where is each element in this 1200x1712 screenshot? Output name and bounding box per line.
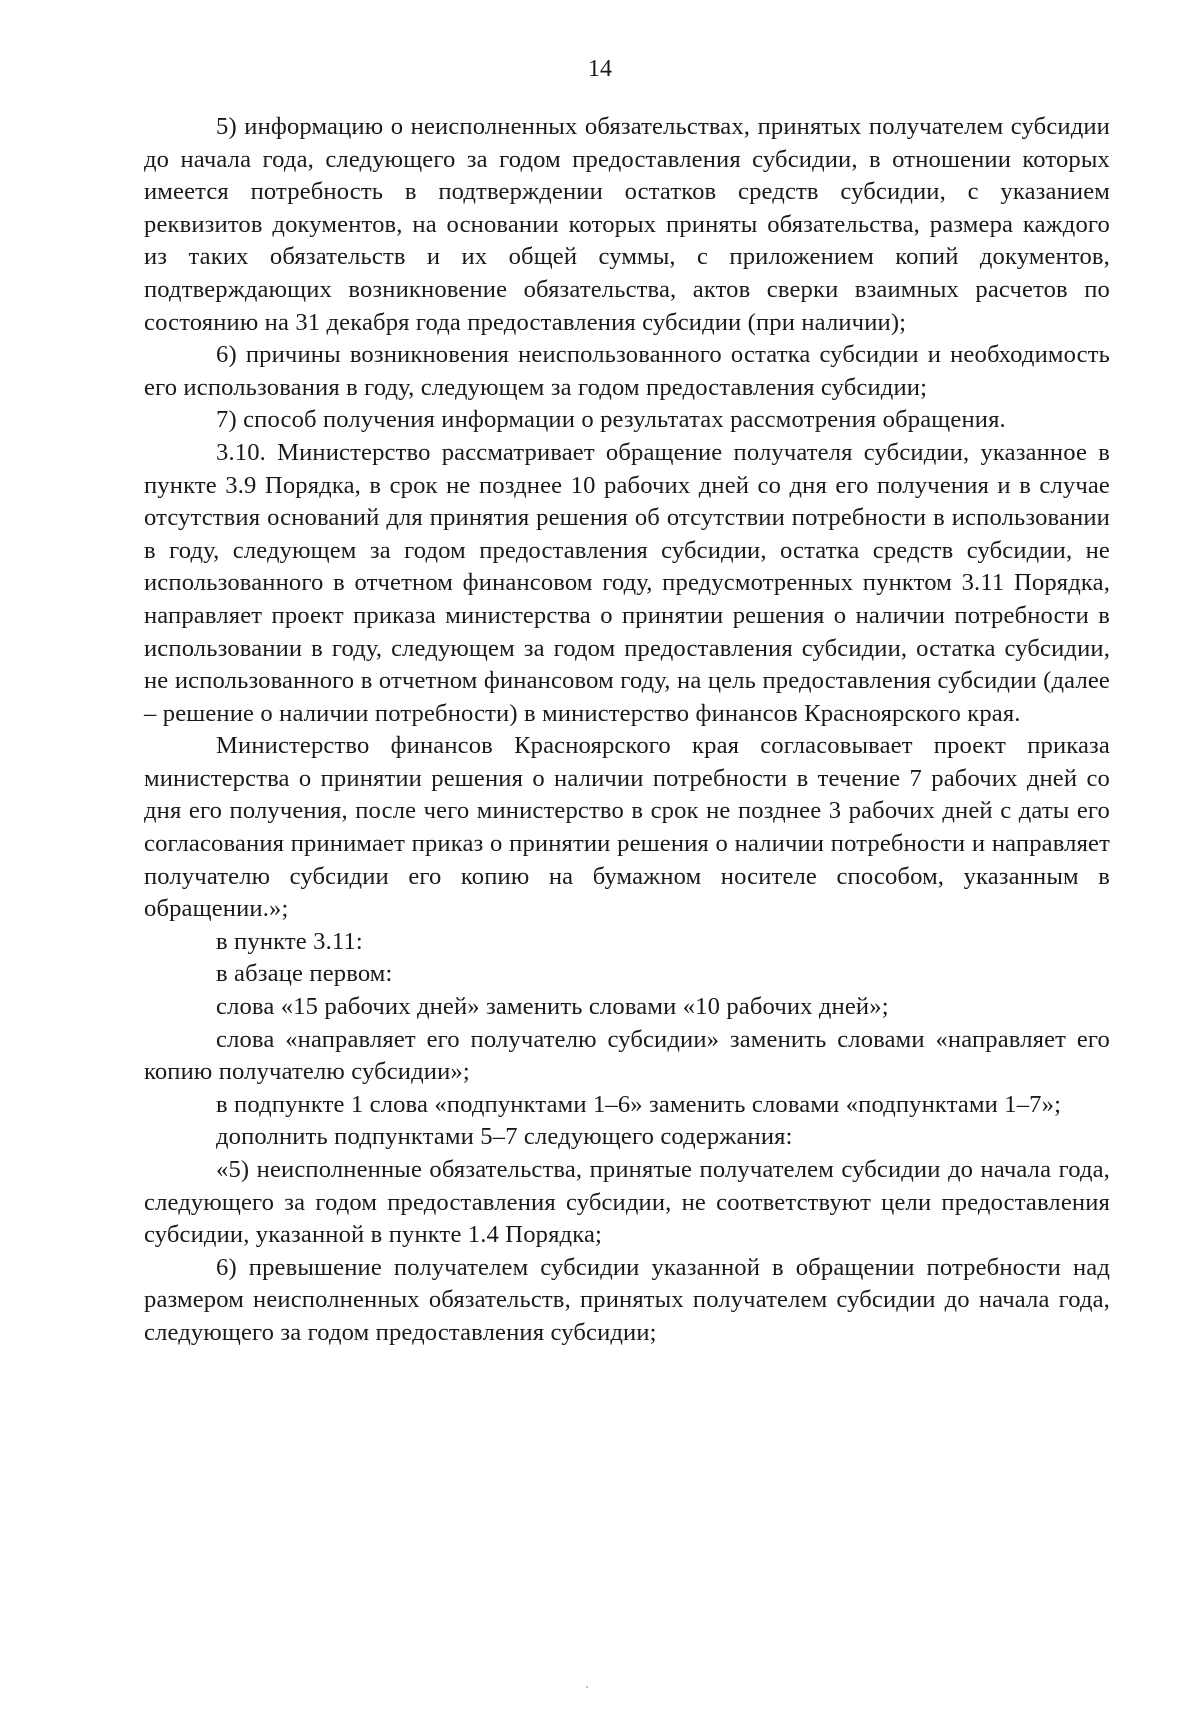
scan-artifact — [586, 1686, 588, 1688]
paragraph-words-copy: слова «направляет его получателю субсидии» заменить словами «направляет его копию получателю субсидии»; — [144, 1025, 1110, 1086]
paragraph-words-days: слова «15 рабочих дней» заменить словами «10 рабочих дней»; — [216, 993, 889, 1021]
paragraph-add-subitems: дополнить подпунктами 5–7 следующего содержания: — [216, 1123, 793, 1151]
paragraph-new-item-5: «5) неисполненные обязательства, принятые получателем субсидии до начала года, следующего за годом предоставления субсидии, не соответствуют цели предоставления субсидии, указанной в пункте 1.4 Порядка; — [144, 1156, 1110, 1249]
paragraph-new-item-6: 6) превышение получателем субсидии указанной в обращении потребности над размером неисполненных обязательств, принятых получателем субсидии до начала года, следующего за годом предоставления субсидии; — [144, 1253, 1110, 1346]
paragraph-first-indent: в абзаце первом: — [216, 960, 393, 988]
document-body — [144, 111, 1110, 1350]
paragraph-item-6: 6) причины возникновения неиспользованного остатка субсидии и необходимость его использования в году, следующем за годом предоставления субсидии; — [144, 341, 1110, 401]
paragraph-finance-ministry: Министерство финансов Красноярского края согласовывает проект приказа министерства о принятии решения о наличии потребности в течение 7 рабочих дней со дня его получения, после чего министерство в срок не позднее 3 рабочих дней с даты его согласования принимает приказ о принятии решения о наличии потребности и направляет получателю субсидии его копию на бумажном носителе способом, указанным в обращении.»; — [144, 732, 1110, 923]
page-number: 14 — [588, 56, 612, 82]
paragraph-subitem-1: в подпункте 1 слова «подпунктами 1–6» заменить словами «подпунктами 1–7»; — [216, 1090, 1062, 1118]
paragraph-clause-3-11: в пункте 3.11: — [216, 927, 363, 955]
paragraph-clause-3-10: 3.10. Министерство рассматривает обращение получателя субсидии, указанное в пункте 3.9 Порядка, в срок не позднее 10 рабочих дней со дня его получения и в случае отсутствия оснований для принятия решения об отсутствии потребности в использовании в году, следующем за годом предоставления субсидии, остатка средств субсидии, не использованного в отчетном финансовом году, предусмотренных пунктом 3.11 Порядка, направляет проект приказа министерства о принятии решения о наличии потребности в использовании в году, следующем за годом предоставления субсидии, остатка субсидии, не использованного в отчетном финансовом году, на цель предоставления субсидии (далее – решение о наличии потребности) в министерство финансов Красноярского края. — [144, 438, 1110, 727]
paragraph-item-5: 5) информацию о неисполненных обязательствах, принятых получателем субсидии до начала года, следующего за годом предоставления субсидии, в отношении которых имеется потребность в подтверждении остатков средств субсидии, с указанием реквизитов документов, на основании которых приняты обязательства, размера каждого из таких обязательств и их общей суммы, с приложением копий документов, подтверждающих возникновение обязательства, актов сверки взаимных расчетов по состоянию на 31 декабря года предоставления субсидии (при наличии); — [144, 113, 1110, 336]
paragraph-item-7: 7) способ получения информации о результатах рассмотрения обращения. — [216, 406, 1006, 434]
